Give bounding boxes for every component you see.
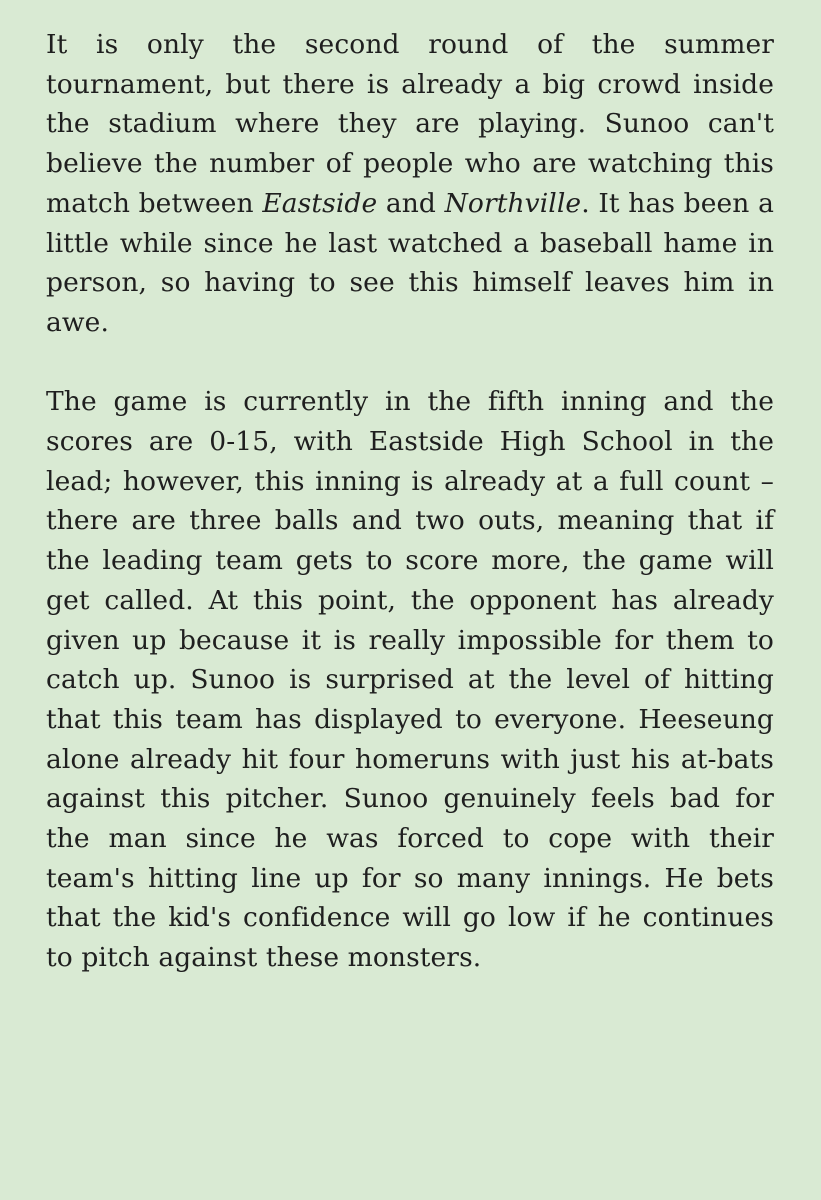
team-northville-name: Northville: [444, 187, 582, 219]
story-text: [46, 25, 774, 978]
team-eastside-name: Eastside: [262, 187, 378, 219]
paragraph-1-part-3: . It has been a little while since he last watched a baseball hame in person, so having to see this himself leaves him in awe.: [46, 187, 774, 338]
paragraph-1: [46, 25, 774, 343]
paragraph-2: The game is currently in the fifth inning and the scores are 0-15, with Eastside High School in the lead; however, this inning is already at a full count – there are three balls and two outs, meaning that if the leading team gets to score more, the game will get called. At this point, the opponent has already given up because it is really impossible for them to catch up. Sunoo is surprised at the level of hitting that this team has displayed to everyone. Heeseung alone already hit four homeruns with just his at-bats against this pitcher. Sunoo genuinely feels bad for the man since he was forced to cope with their team's hitting line up for so many innings. He bets that the kid's confidence will go low if he continues to pitch against these monsters.: [46, 386, 774, 974]
paragraph-1-part-1: It is only the second round of the summer tournament, but there is already a big crowd inside the stadium where they are playing. Sunoo can't believe the number of people who are watching this match between: [46, 29, 774, 219]
paragraph-1-part-2: and: [377, 187, 445, 219]
